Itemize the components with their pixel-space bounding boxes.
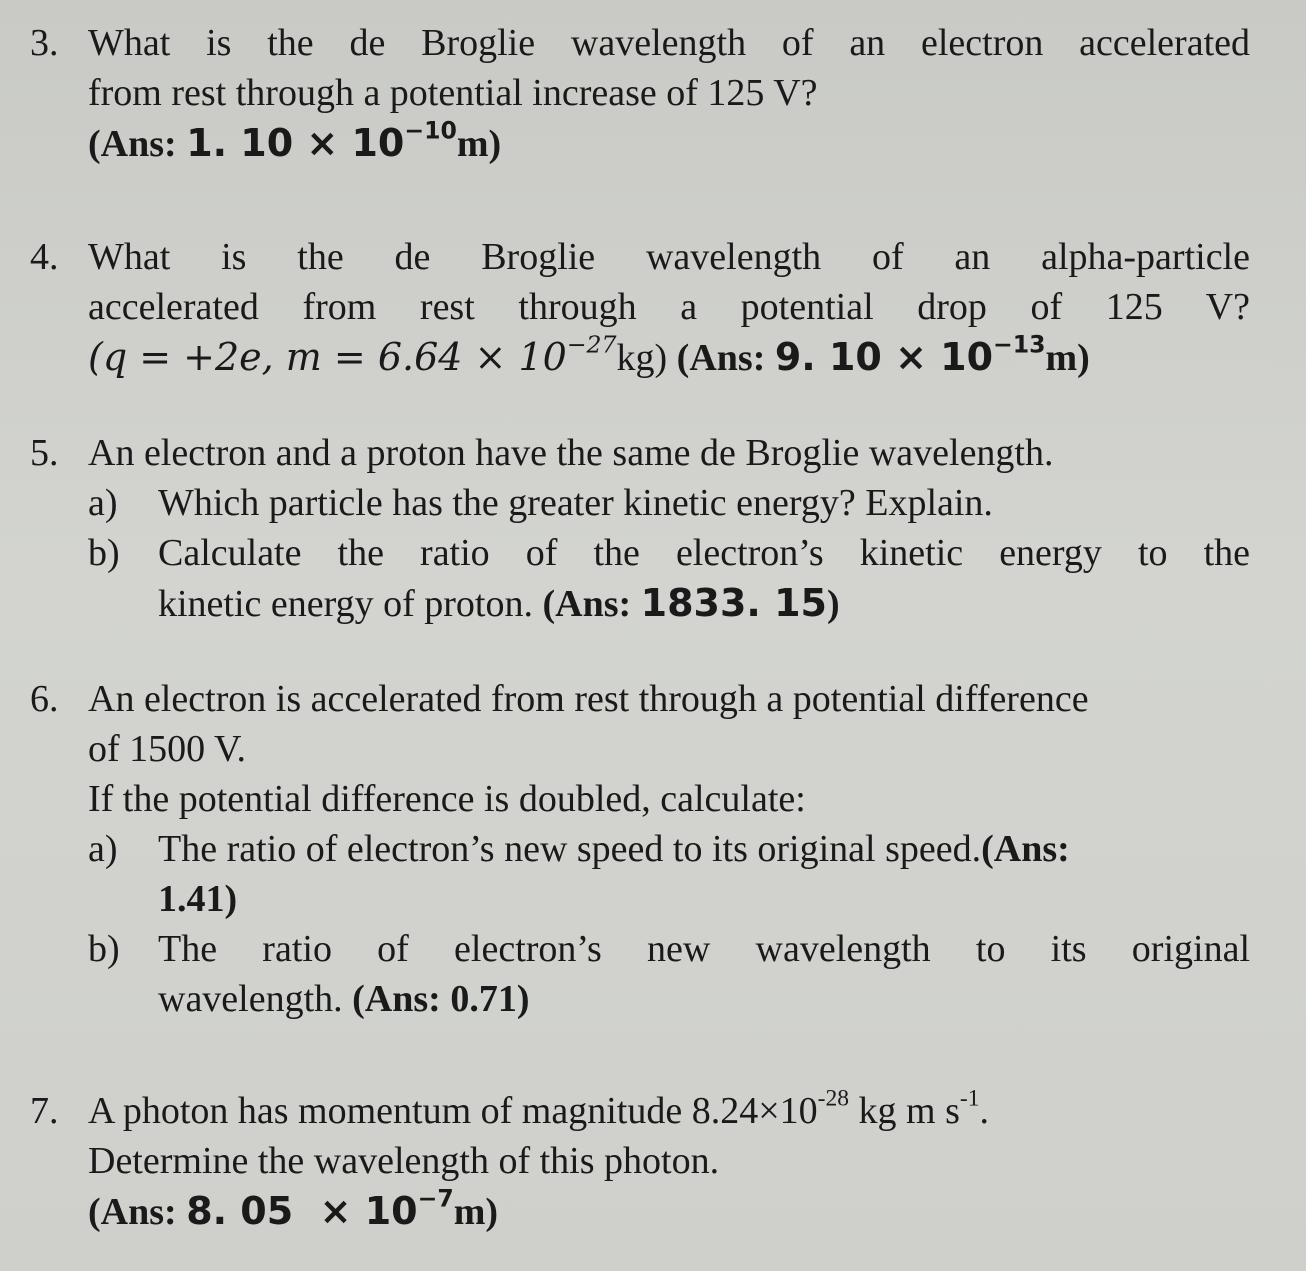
question-3 [30, 18, 1250, 169]
question-7-line-1 [30, 1086, 1250, 1136]
question-text: An electron and a proton have the same de Broglie wavelength. [88, 432, 1054, 474]
answer: (Ans: 9. $10 \times 10^{-13}m$) [667, 330, 1090, 379]
answer: (Ans: 1833. 15) [542, 581, 840, 625]
given-values: (q = +2e, m = 6.64 × 10 [88, 335, 567, 379]
question-3-line-1 [30, 18, 1250, 68]
answer-open: (Ans: [981, 828, 1070, 870]
subquestion-b-line-2: wavelength. (Ans: 0.71) [158, 978, 530, 1020]
subquestion-b-line-2: kinetic energy of proton. (Ans: 1833. 15) [158, 581, 840, 625]
question-6-line-2: of 1500 V. [88, 728, 247, 770]
answer: 1.41) [158, 878, 238, 920]
question-number: 5. [30, 432, 59, 474]
question-4-line-2: accelerated from rest through a potential drop of 125 V? [88, 286, 1250, 328]
question-text: An electron is accelerated from rest through a potential difference [88, 678, 1089, 720]
question-6-line-3: If the potential difference is doubled, calculate: [88, 778, 806, 820]
question-6 [30, 674, 1250, 1024]
question-number: 3. [30, 22, 59, 64]
question-text: What is the de Broglie wavelength of an electron accelerated [88, 22, 1250, 64]
question-number: 6. [30, 678, 59, 720]
subquestion-b: b) The ratio of electron’s new wavelength to its original [88, 928, 1250, 970]
question-text: A photon has momentum of magnitude $8.24\times 10^{-28}$ kg m $s^{-1}$. [88, 1085, 990, 1132]
question-4 [30, 232, 1250, 383]
question-6-line-1 [30, 674, 1250, 724]
question-5-line-1 [30, 428, 1250, 478]
question-5 [30, 428, 1250, 629]
question-text: What is the de Broglie wavelength of an alpha-particle [88, 236, 1250, 278]
subquestion-a: a) The ratio of electron’s new speed to its original speed. (Ans: [88, 824, 1250, 874]
given-and-answer: (q = +2e, $m = 6.64 \times 10^{-27}kg$) (Ans: 9. $10 \times 10^{-13}m$) [88, 330, 1090, 379]
subquestion-a: a) Which particle has the greater kinetic energy? Explain. [88, 482, 993, 524]
answer: (Ans: 1. $10 \times 10^{-10}m$) [88, 116, 502, 165]
question-number: 7. [30, 1090, 59, 1132]
question-number: 4. [30, 236, 59, 278]
question-4-line-1 [30, 232, 1250, 282]
subquestion-b: b) Calculate the ratio of the electron’s kinetic energy to the [88, 532, 1250, 574]
answer: (Ans: 8. $05 \times 10^{-7}m$) [88, 1184, 499, 1233]
question-7-line-2: Determine the wavelength of this photon. [88, 1140, 720, 1182]
answer: (Ans: 0.71) [352, 978, 530, 1020]
question-3-line-2: from rest through a potential increase of 125 V? [88, 72, 818, 114]
question-7 [30, 1086, 1250, 1237]
